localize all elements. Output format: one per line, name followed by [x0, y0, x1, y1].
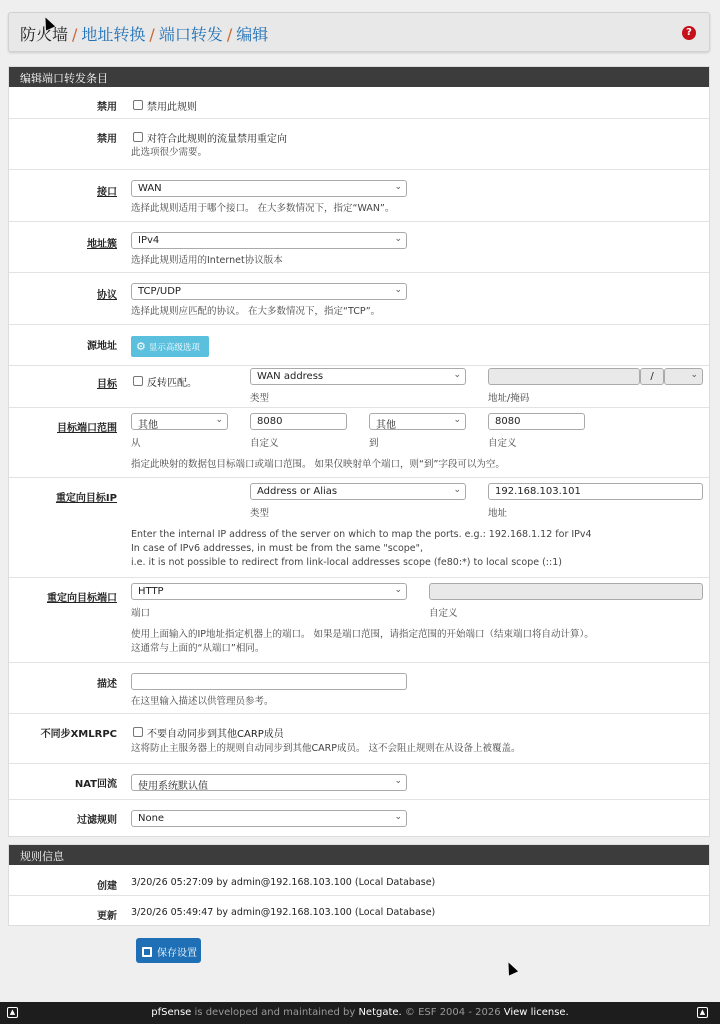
redirect-ip-help-3: i.e. it is not possible to redirect from link-local addresses scope (fe80:*) to local scope (::1)	[131, 557, 562, 568]
interface-select[interactable]	[131, 180, 407, 197]
save-icon	[142, 947, 152, 957]
no-redirect-help: 此选项很少需要。	[131, 147, 208, 158]
destination-label[interactable]: 目标	[97, 379, 117, 390]
created-value: 3/20/26 05:27:09 by admin@192.168.103.100 (Local Database)	[131, 877, 436, 888]
chevron-down-icon: ⌄	[215, 415, 223, 425]
disable-rule-checkbox[interactable]	[133, 100, 143, 110]
description-label: 描述	[97, 679, 117, 690]
redirect-port-help-1: 使用上面输入的IP地址指定机器上的端口。 如果是端口范围，请指定范围的开始端口（结束端口将自动计算）。	[131, 629, 594, 640]
destination-type-sublabel: 类型	[250, 393, 270, 404]
destination-slash: /	[640, 368, 664, 385]
row-description	[9, 663, 709, 714]
filter-rule-value: None	[138, 813, 165, 824]
destination-ports-help: 指定此映射的数据包目标端口或端口范围。 如果仅映射单个端口，则“到”字段可以为空。	[131, 459, 505, 470]
nosync-checkbox-label[interactable]: 不要自动同步到其他CARP成员	[147, 729, 284, 740]
invert-match-checkbox[interactable]	[133, 376, 143, 386]
redirect-port-select[interactable]	[131, 583, 407, 600]
redirect-port-label[interactable]: 重定向目标端口	[47, 593, 117, 604]
redirect-ip-type-value: Address or Alias	[257, 486, 338, 497]
breadcrumb-nat-link[interactable]: 地址转换	[81, 25, 146, 44]
address-family-help: 选择此规则适用的Internet协议版本	[131, 255, 283, 266]
footer-license-link[interactable]: View license.	[503, 1007, 569, 1018]
no-redirect-checkbox[interactable]	[133, 132, 143, 142]
chevron-down-icon: ⌄	[453, 370, 461, 380]
chevron-down-icon: ⌄	[690, 370, 698, 380]
footer-brand: pfSense	[151, 1007, 192, 1018]
panel-title: 规则信息	[9, 845, 709, 865]
chevron-down-icon: ⌄	[453, 415, 461, 425]
gear-icon: ⚙	[136, 340, 146, 353]
no-redirect-checkbox-label[interactable]: 对符合此规则的流量禁用重定向	[147, 134, 287, 145]
redirect-ip-label[interactable]: 重定向目标IP	[55, 493, 117, 504]
redirect-port-custom-input[interactable]	[429, 583, 703, 600]
to-port-type-value: 其他	[376, 420, 396, 430]
mouse-cursor-icon	[504, 960, 518, 975]
description-help: 在这里输入描述以供管理员参考。	[131, 696, 274, 707]
footer-netgate-link[interactable]: Netgate.	[358, 1007, 402, 1018]
chevron-down-icon: ⌄	[394, 585, 402, 595]
row-source	[9, 325, 709, 366]
breadcrumb-separator: /	[226, 25, 233, 44]
scroll-up-icon[interactable]: ▲	[7, 1007, 18, 1018]
chevron-down-icon: ⌄	[394, 285, 402, 295]
to-sublabel: 到	[369, 438, 379, 449]
row-filter-rule	[9, 800, 709, 837]
redirect-ip-help-2: In case of IPv6 addresses, in must be from the same "scope",	[131, 543, 424, 554]
interface-label[interactable]: 接口	[97, 187, 117, 198]
destination-address-sublabel: 地址/掩码	[488, 393, 530, 404]
edit-port-forward-panel	[8, 66, 710, 837]
show-advanced-button[interactable]	[131, 336, 209, 357]
destination-ports-label[interactable]: 目标端口范围	[57, 423, 117, 434]
row-nosync	[9, 714, 709, 764]
address-family-value: IPv4	[138, 235, 160, 246]
destination-address-input[interactable]	[488, 368, 640, 385]
from-sublabel: 从	[131, 438, 141, 449]
redirect-port-help-2: 这通常与上面的“从端口”相同。	[131, 643, 265, 654]
filter-rule-select[interactable]	[131, 810, 407, 827]
nat-reflection-value: 使用系统默认值	[138, 781, 208, 791]
breadcrumb-separator: /	[72, 25, 78, 44]
row-disabled	[9, 87, 709, 119]
chevron-down-icon: ⌄	[394, 776, 402, 786]
destination-type-select[interactable]	[250, 368, 466, 385]
footer-copyright: © ESF 2004 - 2026	[401, 1007, 504, 1018]
interface-value: WAN	[138, 183, 162, 194]
footer	[0, 1002, 720, 1024]
redirect-port-value: HTTP	[138, 586, 164, 597]
save-button-label: 保存设置	[157, 948, 197, 959]
redirect-ip-input[interactable]: 192.168.103.101	[488, 483, 703, 500]
custom-sublabel: 自定义	[429, 608, 458, 619]
chevron-down-icon: ⌄	[453, 485, 461, 495]
redirect-ip-address-sublabel: 地址	[488, 508, 508, 519]
scroll-up-icon[interactable]: ▲	[697, 1007, 708, 1018]
chevron-down-icon: ⌄	[394, 182, 402, 192]
breadcrumb	[8, 12, 710, 52]
row-no-redirect	[9, 119, 709, 170]
address-family-select[interactable]	[131, 232, 407, 249]
redirect-ip-type-sublabel: 类型	[250, 508, 270, 519]
row-updated	[9, 896, 709, 926]
destination-mask-select[interactable]	[664, 368, 703, 385]
row-redirect-port	[9, 578, 709, 663]
row-address-family	[9, 222, 709, 273]
disabled-label: 禁用	[97, 102, 117, 113]
row-created	[9, 865, 709, 896]
show-advanced-label: 显示高级选项	[148, 343, 200, 353]
address-family-label[interactable]: 地址簇	[87, 239, 117, 250]
custom-sublabel: 自定义	[250, 438, 279, 449]
to-port-input[interactable]: 8080	[488, 413, 585, 430]
row-destination	[9, 366, 709, 408]
protocol-select[interactable]	[131, 283, 407, 300]
source-label: 源地址	[87, 341, 117, 352]
breadcrumb-separator: /	[149, 25, 155, 44]
redirect-ip-help-1: Enter the internal IP address of the server on which to map the ports. e.g.: 192.168.1.12 for IPv4	[131, 529, 592, 540]
row-interface	[9, 170, 709, 222]
description-input[interactable]	[131, 673, 407, 690]
protocol-help: 选择此规则应匹配的协议。 在大多数情况下，指定“TCP”。	[131, 306, 381, 317]
nosync-checkbox[interactable]	[133, 727, 143, 737]
invert-match-label[interactable]: 反转匹配。	[147, 378, 197, 389]
from-port-type-value: 其他	[138, 420, 158, 430]
nat-reflection-select[interactable]	[131, 774, 407, 791]
filter-rule-label: 过滤规则	[77, 815, 117, 826]
row-protocol	[9, 273, 709, 325]
protocol-value: TCP/UDP	[138, 286, 181, 297]
no-redirect-label: 禁用	[97, 134, 117, 145]
protocol-label[interactable]: 协议	[97, 290, 117, 301]
to-port-type-select[interactable]	[369, 413, 466, 430]
from-port-input[interactable]: 8080	[250, 413, 347, 430]
breadcrumb-edit-link[interactable]: 编辑	[236, 25, 269, 44]
panel-title: 编辑端口转发条目	[9, 67, 709, 87]
rule-info-panel	[8, 844, 710, 926]
chevron-down-icon: ⌄	[394, 234, 402, 244]
destination-type-value: WAN address	[257, 371, 324, 382]
save-button[interactable]	[136, 938, 201, 963]
chevron-down-icon: ⌄	[394, 812, 402, 822]
breadcrumb-firewall: 防火墙	[20, 25, 69, 44]
row-redirect-ip	[9, 478, 709, 578]
footer-text: is developed and maintained by	[191, 1007, 359, 1018]
breadcrumb-port-forward-link[interactable]: 端口转发	[158, 25, 223, 44]
redirect-ip-type-select[interactable]	[250, 483, 466, 500]
row-nat-reflection	[9, 764, 709, 800]
from-port-type-select[interactable]	[131, 413, 228, 430]
nosync-help: 这将防止主服务器上的规则自动同步到其他CARP成员。 这不会阻止规则在从设备上被覆盖。	[131, 743, 521, 754]
updated-label: 更新	[97, 911, 117, 922]
port-sublabel: 端口	[131, 608, 151, 619]
created-label: 创建	[97, 881, 117, 892]
disable-rule-checkbox-label[interactable]: 禁用此规则	[147, 102, 197, 113]
row-destination-ports	[9, 408, 709, 478]
custom-sublabel: 自定义	[488, 438, 517, 449]
help-icon[interactable]: ?	[682, 26, 696, 40]
nosync-label: 不同步XMLRPC	[40, 729, 117, 740]
interface-help: 选择此规则适用于哪个接口。 在大多数情况下，指定“WAN”。	[131, 203, 395, 214]
updated-value: 3/20/26 05:49:47 by admin@192.168.103.100 (Local Database)	[131, 907, 436, 918]
nat-reflection-label: NAT回流	[74, 779, 117, 790]
